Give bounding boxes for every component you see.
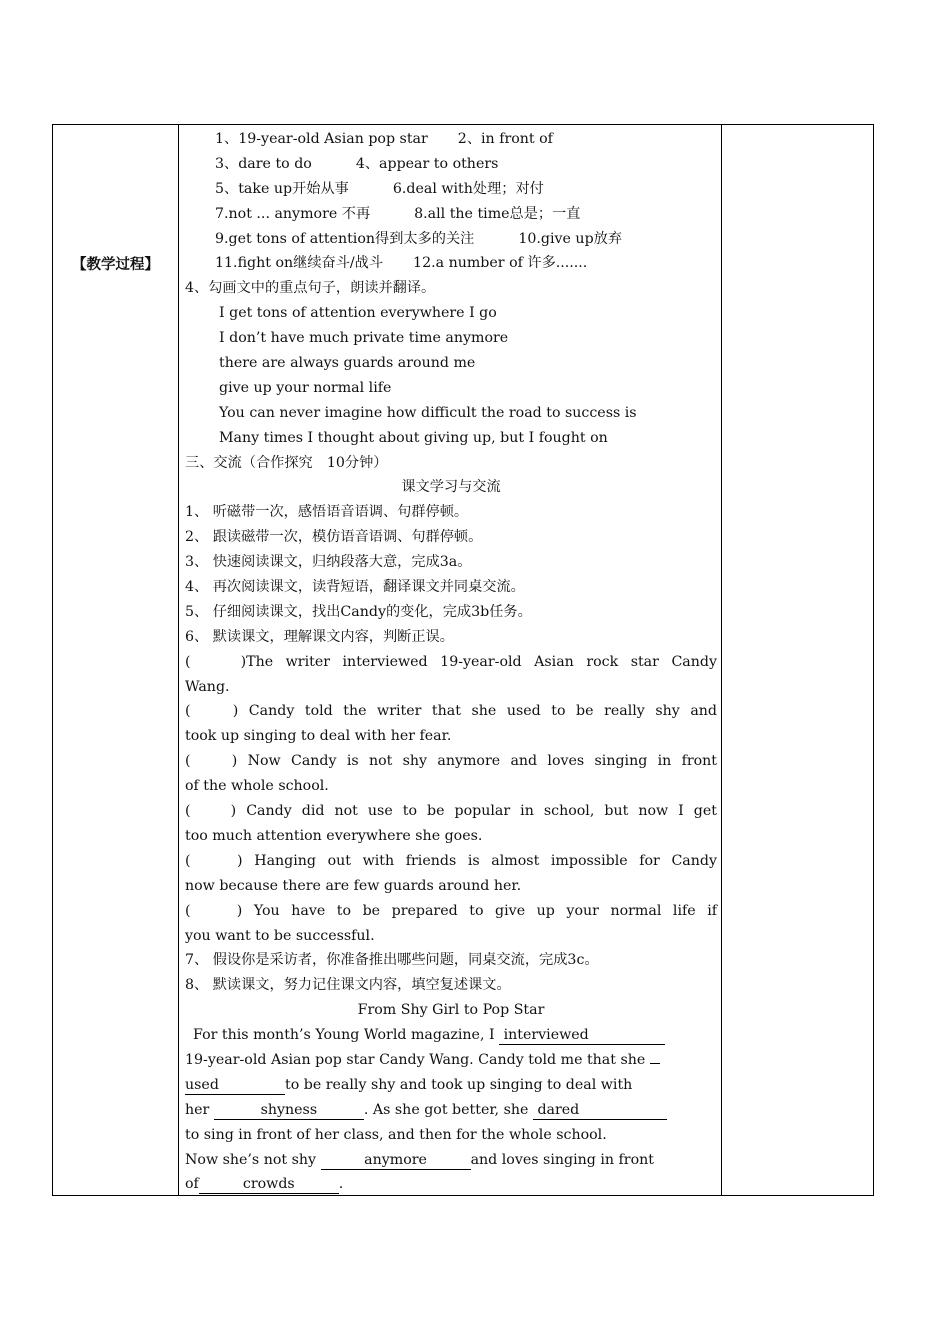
passage-line: For this month’s Young World magazine, I interviewed <box>185 1023 717 1048</box>
phrase-row: 9.get tons of attention得到太多的关注 10.give up放弃 <box>215 230 623 247</box>
passage-line: of crowds . <box>185 1176 344 1193</box>
true-false-statement: ( ) You have to be prepared to give up your normal life if <box>185 902 717 919</box>
task-item: 7、 假设你是采访者，你准备推出哪些问题，同桌交流，完成3c。 <box>185 952 599 969</box>
column-divider-left <box>178 125 179 1195</box>
true-false-statement: ( ) Candy did not use to be popular in school, but now I get <box>185 803 717 820</box>
phrase-row: 7.not ... anymore 不再 8.all the time总是；一直 <box>215 205 581 222</box>
section-label: 【教学过程】 <box>72 257 159 273</box>
passage-title: From Shy Girl to Pop Star <box>357 1002 545 1019</box>
true-false-statement: ( ) Candy told the writer that she used to be really shy and <box>185 703 717 720</box>
true-false-statement: too much attention everywhere she goes. <box>185 827 483 844</box>
task-item: 2、 跟读磁带一次，模仿语音语调、句群停顿。 <box>185 529 483 546</box>
key-sentence: there are always guards around me <box>219 355 476 372</box>
answer-blank: interviewed <box>499 1027 665 1045</box>
passage-line: Now she’s not shy anymore and loves singing in front <box>185 1151 654 1168</box>
true-false-statement: ( ) Now Candy is not shy anymore and loves singing in front <box>185 753 717 770</box>
passage-line: used to be really shy and took up singing to deal with <box>185 1076 633 1093</box>
column-divider-right <box>721 125 722 1195</box>
passage-line: her shyness . As she got better, she dared <box>185 1098 717 1123</box>
passage-line: to sing in front of her class, and then for the whole school. <box>185 1126 607 1143</box>
task-item: 1、 听磁带一次，感悟语音语调、句群停顿。 <box>185 504 469 521</box>
true-false-statement: you want to be successful. <box>185 927 375 944</box>
key-sentence: give up your normal life <box>219 379 392 396</box>
true-false-statement: of the whole school. <box>185 778 329 795</box>
true-false-statement: Wang. <box>185 678 230 695</box>
task-item: 5、 仔细阅读课文，找出Candy的变化，完成3b任务。 <box>185 603 532 620</box>
true-false-statement: took up singing to deal with her fear. <box>185 728 452 745</box>
answer-blank: anymore <box>321 1152 471 1170</box>
key-sentence: You can never imagine how difficult the road to success is <box>219 404 637 421</box>
section3-subtitle: 课文学习与交流 <box>401 479 501 496</box>
key-sentence: I don’t have much private time anymore <box>219 330 509 347</box>
true-false-statement: ( ) Hanging out with friends is almost impossible for Candy <box>185 852 717 869</box>
section3-heading: 三、交流（合作探究 10分钟） <box>185 454 388 471</box>
answer-blank <box>650 1063 660 1064</box>
key-sentence: I get tons of attention everywhere I go <box>219 305 497 322</box>
task-item: 3、 快速阅读课文，归纳段落大意，完成3a。 <box>185 554 472 571</box>
task-item: 8、 默读课文，努力记住课文内容，填空复述课文。 <box>185 977 511 994</box>
key-sentence: Many times I thought about giving up, but I fought on <box>219 429 608 446</box>
answer-blank: used <box>185 1077 285 1095</box>
phrase-row: 5、take up开始从事 6.deal with处理；对付 <box>215 180 544 197</box>
answer-blank: shyness <box>214 1102 364 1120</box>
answer-blank: crowds <box>199 1176 339 1194</box>
answer-blank: dared <box>533 1102 667 1120</box>
task-item: 6、 默读课文，理解课文内容，判断正误。 <box>185 628 454 645</box>
passage-line: 19-year-old Asian pop star Candy Wang. Candy told me that she <box>185 1048 717 1073</box>
step4-heading: 4、勾画文中的重点句子，朗读并翻译。 <box>185 280 436 297</box>
phrase-row: 3、dare to do 4、appear to others <box>215 155 499 172</box>
true-false-statement: ( )The writer interviewed 19-year-old Asian rock star Candy <box>185 653 717 670</box>
lesson-table <box>52 124 874 1196</box>
phrase-row: 1、19-year-old Asian pop star 2、in front of <box>215 131 553 147</box>
true-false-statement: now because there are few guards around her. <box>185 877 522 894</box>
lesson-content <box>185 127 717 1197</box>
phrase-row: 11.fight on继续奋斗/战斗 12.a number of 许多....... <box>215 255 588 272</box>
task-item: 4、 再次阅读课文，读背短语，翻译课文并同桌交流。 <box>185 579 525 596</box>
